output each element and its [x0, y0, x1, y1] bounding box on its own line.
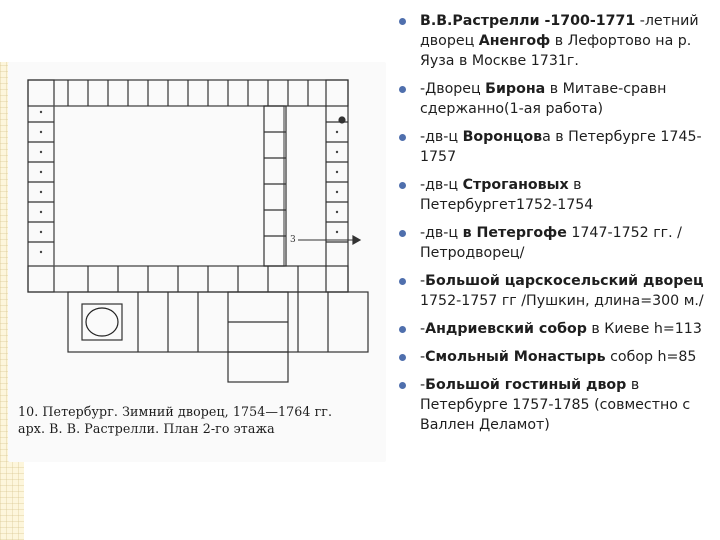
bullet-dot-icon	[399, 382, 406, 389]
bullet-dot-icon	[399, 354, 406, 361]
bullet-dot-icon	[399, 230, 406, 237]
plan-southeast-block	[228, 292, 288, 382]
bullet-list	[394, 11, 710, 443]
plan-south-block	[68, 292, 368, 352]
bullet-dot-icon	[399, 86, 406, 93]
bullet-dot-icon	[399, 134, 406, 141]
bullet-item: -Большой гостиный двор в Петербурге 1757-1785 (совместно с Валлен Деламот)	[394, 375, 710, 435]
bullet-item: -дв-ц Воронцова в Петербурге 1745-1757	[394, 127, 710, 167]
bullet-item: -дв-ц Строгановых в Петербургет1752-1754	[394, 175, 710, 215]
bullet-dot-icon	[399, 182, 406, 189]
plan-courtyard	[54, 106, 284, 266]
plan-east-wing	[326, 80, 348, 292]
plan-south-wing	[28, 266, 348, 292]
floor-plan-drawing	[8, 62, 386, 402]
bullet-dot-icon	[399, 18, 406, 25]
bullet-dot-icon	[399, 326, 406, 333]
plan-oval-hall	[82, 304, 122, 340]
bullet-item: -дв-ц в Петергофе 1747-1752 гг. /Петродворец/	[394, 223, 710, 263]
bullet-dot-icon	[399, 278, 406, 285]
bullet-item: В.В.Растрелли -1700-1771 -летний дворец Аненгоф в Лефортово на р. Яуза в Москве 1731г.	[394, 11, 710, 71]
bullet-item: -Смольный Монастырь собор h=85	[394, 347, 710, 367]
bullet-item: -Дворец Бирона в Митаве-сравн сдержанно(1-ая работа)	[394, 79, 710, 119]
plan-inner-wing	[264, 106, 286, 266]
caption-line-1: 10. Петербург. Зимний дворец, 1754—1764 гг.	[18, 404, 333, 419]
plan-mark-label: 3	[290, 235, 296, 245]
plan-caption	[18, 403, 378, 437]
floor-plan-image	[8, 62, 386, 462]
bullet-item: -Большой царскосельский дворец 1752-1757 гг /Пушкин, длина=300 м./	[394, 271, 710, 311]
caption-line-2: арх. В. В. Растрелли. План 2-го этажа	[18, 421, 275, 436]
bullet-item: -Андриевский собор в Киеве h=113	[394, 319, 710, 339]
